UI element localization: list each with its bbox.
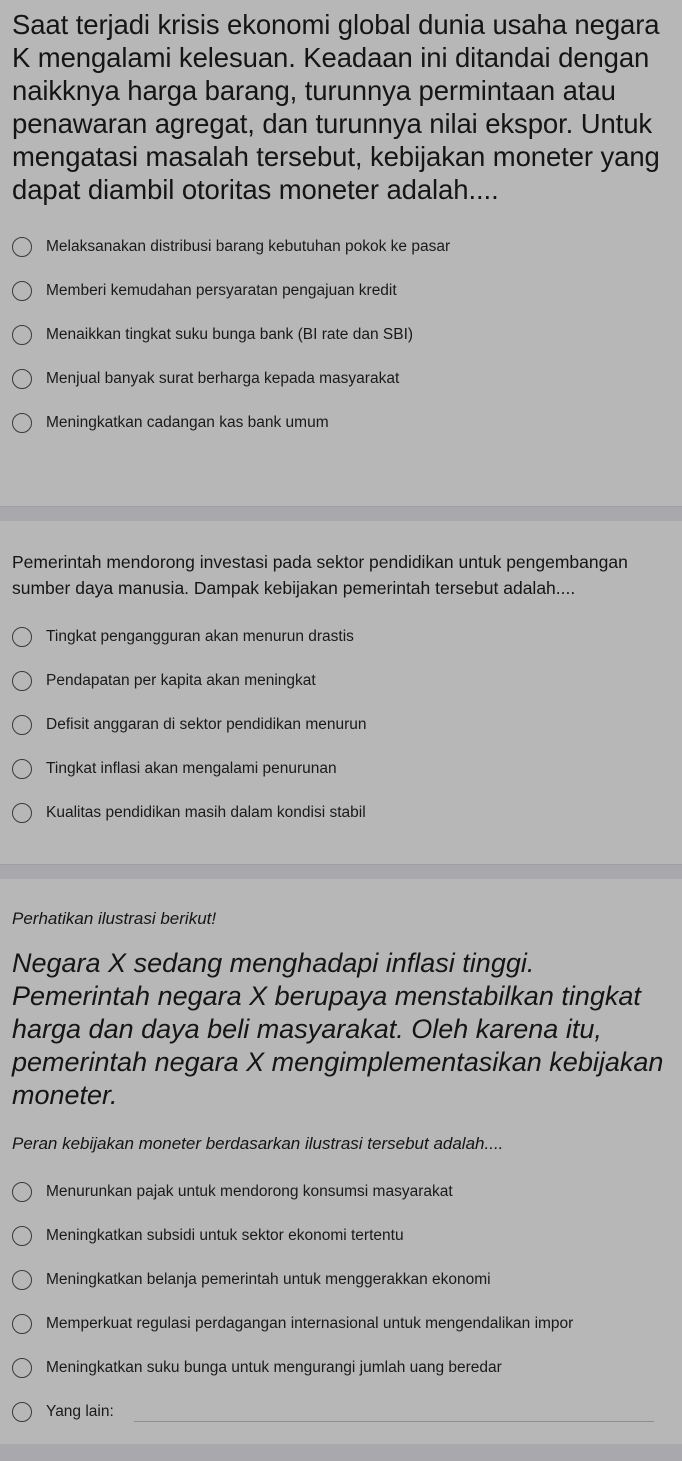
radio-button[interactable] — [12, 1358, 32, 1378]
radio-button[interactable] — [12, 237, 32, 257]
radio-button[interactable] — [12, 369, 32, 389]
question-card-1 — [0, 0, 682, 506]
option-label: Kualitas pendidikan masih dalam kondisi stabil — [46, 804, 366, 821]
section-divider — [0, 506, 682, 521]
question-intro: Perhatikan ilustrasi berikut! — [12, 909, 217, 928]
option-label: Meningkatkan belanja pemerintah untuk menggerakkan ekonomi — [46, 1271, 491, 1288]
option-item[interactable] — [12, 615, 670, 659]
options-list — [12, 1170, 670, 1434]
option-item[interactable] — [12, 1302, 670, 1346]
question-card-3 — [0, 879, 682, 1444]
option-label: Pendapatan per kapita akan meningkat — [46, 672, 316, 689]
option-item[interactable] — [12, 269, 670, 313]
option-item[interactable] — [12, 1170, 670, 1214]
radio-button[interactable] — [12, 325, 32, 345]
option-label: Memperkuat regulasi perdagangan internasional untuk mengendalikan impor — [46, 1315, 574, 1332]
option-label: Memberi kemudahan persyaratan pengajuan kredit — [46, 282, 397, 299]
other-text-input[interactable] — [134, 1403, 654, 1422]
option-label: Meningkatkan suku bunga untuk mengurangi jumlah uang beredar — [46, 1359, 502, 1376]
section-divider — [0, 864, 682, 879]
question-text: Saat terjadi krisis ekonomi global dunia usaha negara K mengalami kelesuan. Keadaan ini ditandai dengan naikknya harga barang, turunnya permintaan atau penawaran agregat, dan turunnya nilai ekspor. Untuk mengatasi masalah tersebut, kebijakan moneter yang dapat diambil otoritas moneter adalah.... — [12, 9, 660, 205]
radio-button[interactable] — [12, 803, 32, 823]
option-item[interactable] — [12, 747, 670, 791]
option-label: Menurunkan pajak untuk mendorong konsumsi masyarakat — [46, 1183, 453, 1200]
radio-button[interactable] — [12, 715, 32, 735]
option-item[interactable] — [12, 313, 670, 357]
option-label: Tingkat inflasi akan mengalami penurunan — [46, 760, 337, 777]
option-item[interactable] — [12, 401, 670, 445]
options-list — [12, 225, 670, 445]
option-item[interactable] — [12, 357, 670, 401]
question-text: Pemerintah mendorong investasi pada sektor pendidikan untuk pengembangan sumber daya manusia. Dampak kebijakan pemerintah tersebut adalah.... — [12, 552, 628, 598]
option-other-label: Yang lain: — [46, 1403, 114, 1420]
question-card-2 — [0, 521, 682, 864]
option-item[interactable] — [12, 659, 670, 703]
radio-button[interactable] — [12, 671, 32, 691]
question-text: Peran kebijakan moneter berdasarkan ilustrasi tersebut adalah.... — [12, 1134, 504, 1153]
options-list — [12, 615, 670, 835]
option-other[interactable] — [12, 1390, 670, 1434]
option-label: Menjual banyak surat berharga kepada masyarakat — [46, 370, 400, 387]
option-item[interactable] — [12, 225, 670, 269]
option-item[interactable] — [12, 791, 670, 835]
radio-button[interactable] — [12, 281, 32, 301]
option-label: Menaikkan tingkat suku bunga bank (BI rate dan SBI) — [46, 326, 414, 343]
radio-button[interactable] — [12, 1182, 32, 1202]
option-item[interactable] — [12, 1346, 670, 1390]
radio-button[interactable] — [12, 1270, 32, 1290]
option-label: Meningkatkan cadangan kas bank umum — [46, 414, 329, 431]
option-item[interactable] — [12, 1258, 670, 1302]
option-label: Defisit anggaran di sektor pendidikan menurun — [46, 716, 367, 733]
option-label: Melaksanakan distribusi barang kebutuhan pokok ke pasar — [46, 238, 451, 255]
radio-button[interactable] — [12, 627, 32, 647]
option-label: Tingkat pengangguran akan menurun drastis — [46, 628, 354, 645]
radio-button[interactable] — [12, 413, 32, 433]
radio-button[interactable] — [12, 759, 32, 779]
bottom-divider — [0, 1444, 682, 1461]
illustration-text: Negara X sedang menghadapi inflasi tinggi. Pemerintah negara X berupaya menstabilkan tingkat harga dan daya beli masyarakat. Oleh karena itu, pemerintah negara X mengimplementasikan kebijakan moneter. — [12, 948, 664, 1110]
option-label: Meningkatkan subsidi untuk sektor ekonomi tertentu — [46, 1227, 404, 1244]
option-item[interactable] — [12, 1214, 670, 1258]
option-item[interactable] — [12, 703, 670, 747]
radio-button[interactable] — [12, 1314, 32, 1334]
radio-button[interactable] — [12, 1402, 32, 1422]
radio-button[interactable] — [12, 1226, 32, 1246]
